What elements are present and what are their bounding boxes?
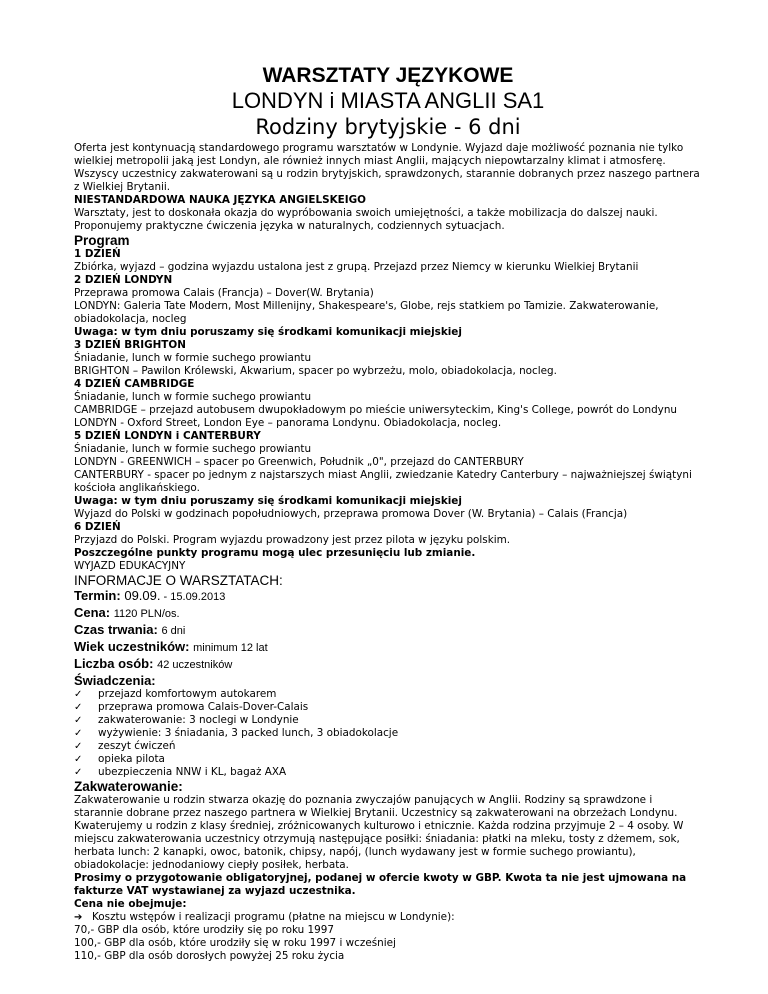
info-czas: [74, 622, 702, 639]
day-2-line-2: LONDYN: Galeria Tate Modern, Most Millenijny, Shakespeare's, Globe, rejs statkiem po Tamizie. Zakwaterowanie, obiadokolacja, nocleg: [74, 300, 659, 325]
document-page: [74, 64, 702, 963]
check-icon: ✓: [74, 728, 83, 739]
day-3-line-1: Śniadanie, lunch w formie suchego prowiantu: [74, 352, 312, 364]
check-icon: ✓: [74, 767, 83, 778]
check-icon: ✓: [74, 715, 83, 726]
info-termin: [74, 588, 702, 605]
termin-value-end: - 15.09.2013: [160, 591, 226, 603]
liczba-label: Liczba osób:: [74, 656, 154, 671]
trip-type: WYJAZD EDUKACYJNY: [74, 560, 186, 572]
excludes-arrow-item: ➔ Kosztu wstępów i realizacji programu (płatne na miejscu w Londynie):: [74, 911, 455, 923]
fee-line-2: 100,- GBP dla osób, które urodziły się w roku 1997 i wcześniej: [74, 937, 396, 949]
program-heading: Program: [74, 233, 130, 248]
accommodation-bold-note: Prosimy o przygotowanie obligatoryjnej, podanej w ofercie kwoty w GBP. Kwota ta nie jest ujmowana na fakturze VAT wystawianej za wyjazd uczestnika.: [74, 872, 687, 897]
list-item: ✓ zakwaterowanie: 3 noclegi w Londynie: [74, 714, 299, 726]
day-4-line-3: LONDYN - Oxford Street, London Eye – panorama Londynu. Obiadokolacja, nocleg.: [74, 417, 502, 429]
day-5-title: 5 DZIEŃ LONDYN i CANTERBURY: [74, 430, 261, 442]
document-subtitle: LONDYN i MIASTA ANGLII SA1: [231, 88, 545, 113]
check-icon: ✓: [74, 741, 83, 752]
day-5-line-1: Śniadanie, lunch w formie suchego prowiantu: [74, 443, 312, 455]
day-5-line-2: LONDYN - GREENWICH – spacer po Greenwich, Południk „0", przejazd do CANTERBURY: [74, 456, 524, 468]
termin-value-start: 09.09.: [124, 588, 161, 603]
day-2-note: Uwaga: w tym dniu poruszamy się środkami komunikacji miejskiej: [74, 326, 462, 338]
day-1-title: 1 DZIEŃ: [74, 248, 121, 260]
list-item: ✓ wyżywienie: 3 śniadania, 3 packed lunch, 3 obiadokolacje: [74, 727, 399, 739]
liczba-value: 42 uczestników: [157, 659, 233, 671]
day-4-line-1: Śniadanie, lunch w formie suchego prowiantu: [74, 391, 312, 403]
document-title: WARSZTATY JĘZYKOWE: [262, 64, 514, 87]
info-cena: [74, 605, 702, 622]
day-3-title: 3 DZIEŃ BRIGHTON: [74, 339, 186, 351]
list-item: ✓ opieka pilota: [74, 753, 165, 765]
day-1-line-1: Zbiórka, wyjazd – godzina wyjazdu ustalona jest z grupą. Przejazd przez Niemcy w kierunku Wielkiej Brytanii: [74, 261, 639, 273]
fee-line-1: 70,- GBP dla osób, które urodziły się po roku 1997: [74, 924, 335, 936]
program-disclaimer: Poszczególne punkty programu mogą ulec przesunięciu lub zmianie.: [74, 547, 476, 559]
accommodation-heading: Zakwaterowanie:: [74, 779, 183, 794]
excludes-label: Cena nie obejmuje:: [74, 898, 187, 910]
day-4-line-2: CAMBRIDGE – przejazd autobusem dwupokładowym po mieście uniwersyteckim, King's College, powrót do Londynu: [74, 404, 678, 416]
termin-label: Termin:: [74, 588, 121, 603]
day-3-line-2: BRIGHTON – Pawilon Królewski, Akwarium, spacer po wybrzeżu, molo, obiadokolacja, nocleg.: [74, 365, 557, 377]
check-icon: ✓: [74, 689, 83, 700]
day-2-title: 2 DZIEŃ LONDYN: [74, 274, 173, 286]
document-subtitle-2: Rodziny brytyjskie - 6 dni: [255, 115, 521, 139]
swiadczenia-heading: Świadczenia:: [74, 673, 156, 688]
list-item: ✓ przejazd komfortowym autokarem: [74, 688, 277, 700]
cena-value: 1120 PLN/os.: [113, 608, 180, 620]
info-wiek: [74, 639, 702, 656]
accommodation-paragraph: Zakwaterowanie u rodzin stwarza okazję do poznania zwyczajów panujących w Anglii. Rodziny są sprawdzone i starannie dobrane przez naszego partnera w Wielkiej Brytanii. Uczestnicy są zakwaterowani na obrzeżach Londynu. Kwaterujemy u rodzin z klasy średniej, zróżnicowanych kulturowo i etnicznie. Każda rodzina przyjmuje 2 – 4 osoby. W miejscu zakwaterowania uczestnicy otrzymują następujące posiłki: śniadania: płatki na mleku, tosty z dżemem, sok, herbata lunch: 2 kanapki, owoc, batonik, chipsy, napój, (lunch wydawany jest w formie suchego prowiantu), obiadokolacje: jednodaniowy ciepły posiłek, herbata.: [74, 794, 684, 871]
czas-label: Czas trwania:: [74, 622, 158, 637]
list-item: ✓ zeszyt ćwiczeń: [74, 740, 176, 752]
intro-paragraph-4: Proponujemy praktyczne ćwiczenia języka w naturalnych, codziennych sytuacjach.: [74, 220, 505, 232]
benefits-list: [74, 688, 702, 779]
wiek-label: Wiek uczestników:: [74, 639, 190, 654]
day-6-line-1: Przyjazd do Polski. Program wyjazdu prowadzony jest przez pilota w języku polskim.: [74, 534, 511, 546]
check-icon: ✓: [74, 702, 83, 713]
day-5-line-3: CANTERBURY - spacer po jednym z najstarszych miast Anglii, zwiedzanie Katedry Canterbury – najważniejszej świątyni kościoła anglikańskiego.: [74, 469, 692, 494]
list-item: ✓ ubezpieczenia NNW i KL, bagaż AXA: [74, 766, 287, 778]
list-item: ✓ przeprawa promowa Calais-Dover-Calais: [74, 701, 309, 713]
fee-line-3: 110,- GBP dla osób dorosłych powyżej 25 roku życia: [74, 950, 345, 962]
day-6-title: 6 DZIEŃ: [74, 521, 121, 533]
day-4-title: 4 DZIEŃ CAMBRIDGE: [74, 378, 195, 390]
info-liczba: [74, 656, 702, 673]
cena-label: Cena:: [74, 605, 111, 620]
day-2-line-1: Przeprawa promowa Calais (Francja) – Dover(W. Brytania): [74, 287, 374, 299]
intro-paragraph-2: Wszyscy uczestnicy zakwaterowani są u rodzin brytyjskich, sprawdzonych, starannie dobranych przez naszego partnera z Wielkiej Brytanii.: [74, 168, 700, 193]
wiek-value: minimum 12 lat: [193, 642, 268, 654]
arrow-right-icon: ➔: [74, 912, 83, 923]
intro-heading: NIESTANDARDOWA NAUKA JĘZYKA ANGIELSKEIGO: [74, 194, 366, 206]
intro-paragraph-1: Oferta jest kontynuacją standardowego programu warsztatów w Londynie. Wyjazd daje możliwość poznania nie tylko wielkiej metropolii jaką jest Londyn, ale również innych miast Anglii, mających niepowtarzalny klimat i atmosferę.: [74, 142, 684, 167]
czas-value: 6 dni: [161, 625, 186, 637]
intro-paragraph-3: Warsztaty, jest to doskonała okazja do wypróbowania swoich umiejętności, a także mobilizacja do dalszej nauki.: [74, 207, 658, 219]
info-heading: INFORMACJE O WARSZTATACH:: [74, 573, 283, 588]
day-5-line-4: Wyjazd do Polski w godzinach popołudniowych, przeprawa promowa Dover (W. Brytania) – Calais (Francja): [74, 508, 628, 520]
check-icon: ✓: [74, 754, 83, 765]
day-5-note: Uwaga: w tym dniu poruszamy się środkami komunikacji miejskiej: [74, 495, 462, 507]
